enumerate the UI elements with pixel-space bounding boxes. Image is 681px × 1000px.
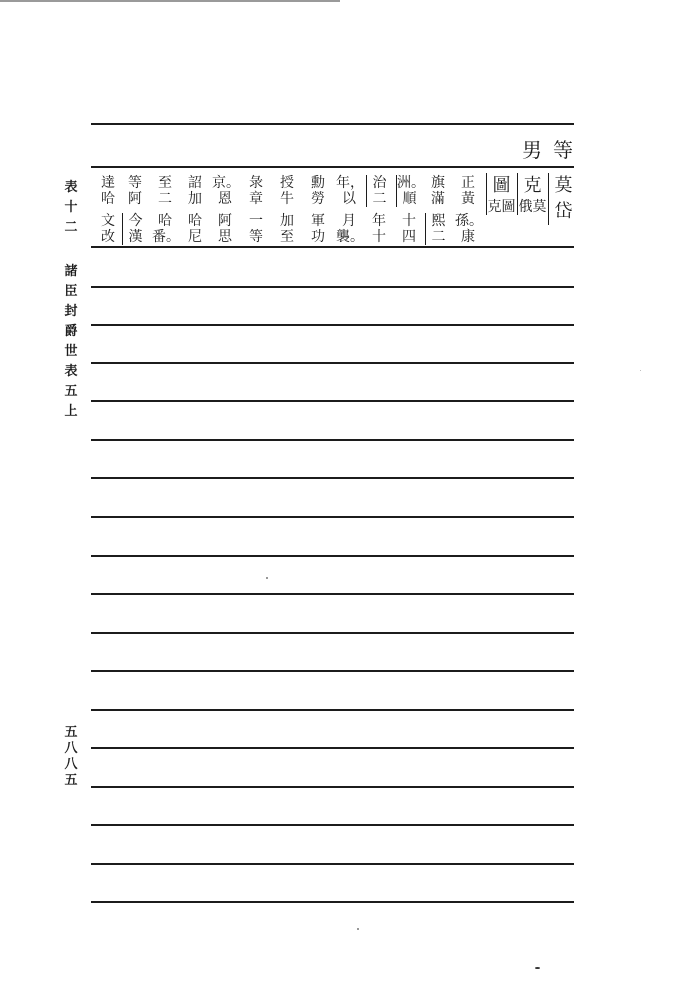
side-char: 上 <box>64 404 78 419</box>
biography-column <box>182 175 208 245</box>
table-row-border <box>91 593 574 595</box>
table-row-border <box>91 477 574 479</box>
name-column-3 <box>486 173 516 215</box>
table-top-border <box>91 123 574 125</box>
side-char: 世 <box>64 344 78 359</box>
name-char: 莫 <box>548 173 578 199</box>
side-char: 諸 <box>64 264 78 279</box>
table-bottom-border <box>91 901 574 903</box>
biography-text: 文改 <box>101 213 115 245</box>
biography-column <box>95 175 121 245</box>
side-chapter-label <box>59 262 83 422</box>
biography-text: 達哈 <box>101 175 115 207</box>
side-char: 封 <box>64 304 78 319</box>
biography-text: 詔加 <box>188 175 202 207</box>
side-char: 五 <box>64 384 78 399</box>
side-char: 十 <box>64 200 78 215</box>
biography-column <box>425 175 451 245</box>
table-row-border <box>91 516 574 518</box>
page-number-digit: 八 <box>64 757 78 772</box>
biography-text: 至二 <box>158 175 172 207</box>
scan-speck <box>357 928 359 930</box>
biography-text: 年，以 <box>336 175 364 207</box>
biography-text: 治二 <box>366 175 392 207</box>
biography-text: 哈尼 <box>188 213 202 245</box>
biography-text: 哈番。 <box>152 213 180 245</box>
biography-column <box>243 175 269 245</box>
table-row-border <box>91 362 574 364</box>
table-row-border <box>91 324 574 326</box>
side-char: 二 <box>64 220 78 235</box>
biography-column <box>396 175 425 245</box>
page-number <box>59 725 83 789</box>
table-row-border <box>91 400 574 402</box>
biography-column <box>455 175 481 245</box>
biography-text: 今漢 <box>122 213 148 245</box>
rank-title-char: 等 <box>553 138 573 162</box>
biography-column <box>305 175 331 245</box>
name-text: 俄莫 <box>518 199 547 215</box>
table-row-border <box>91 824 574 826</box>
side-char: 爵 <box>64 324 78 339</box>
scan-speck <box>640 370 641 371</box>
table-row-border <box>91 786 574 788</box>
biography-column <box>152 175 178 245</box>
name-char: 圖 <box>486 173 516 199</box>
page-number-digit: 五 <box>64 725 78 740</box>
biography-text: 京。恩 <box>212 175 240 207</box>
top-edge-line <box>0 0 340 2</box>
biography-column <box>122 175 148 245</box>
scan-speck <box>535 967 540 969</box>
table-row-border <box>91 670 574 672</box>
side-char: 表 <box>64 364 78 379</box>
name-column-2 <box>517 173 547 215</box>
side-section-label <box>59 178 83 238</box>
biography-text: 正黃 <box>461 175 475 207</box>
side-char: 臣 <box>64 284 78 299</box>
name-text: 克圖 <box>487 199 516 215</box>
biography-text: 彔章 <box>249 175 263 207</box>
biography-text: 月襲。 <box>336 213 364 245</box>
rank-title-char: 男 <box>522 138 542 162</box>
biography-text: 等阿 <box>128 175 142 207</box>
biography-text: 阿思 <box>218 213 232 245</box>
biography-text: 軍功 <box>311 213 325 245</box>
page-number-digit: 八 <box>64 741 78 756</box>
page-number-digit: 五 <box>64 773 78 788</box>
biography-text: 旗滿 <box>431 175 445 207</box>
biography-text: 勳勞 <box>311 175 325 207</box>
biography-text: 熙二 <box>425 213 451 245</box>
table-row-border <box>91 709 574 711</box>
name-char: 岱 <box>548 199 578 225</box>
biography-text: 一等 <box>249 213 263 245</box>
side-char: 表 <box>64 180 78 195</box>
biography-text: 洲。順 <box>397 175 425 207</box>
name-char: 克 <box>517 173 547 199</box>
biography-text: 孫。康 <box>455 213 483 245</box>
biography-text: 加至 <box>280 213 294 245</box>
table-row-border <box>91 555 574 557</box>
name-column-1 <box>548 173 578 225</box>
table-row-border <box>91 439 574 441</box>
biography-column <box>212 175 238 245</box>
biography-column <box>274 175 300 245</box>
scan-speck <box>266 577 268 579</box>
table-header-border <box>91 166 574 168</box>
biography-column <box>336 175 362 245</box>
table-row-border <box>91 632 574 634</box>
biography-text: 授牛 <box>280 175 294 207</box>
biography-column <box>366 175 392 245</box>
table-row-border <box>91 286 574 288</box>
table-row-border <box>91 863 574 865</box>
biography-text: 年十 <box>372 213 386 245</box>
table-row-border <box>91 246 574 248</box>
table-row-border <box>91 747 574 749</box>
biography-text: 十四 <box>402 213 416 245</box>
